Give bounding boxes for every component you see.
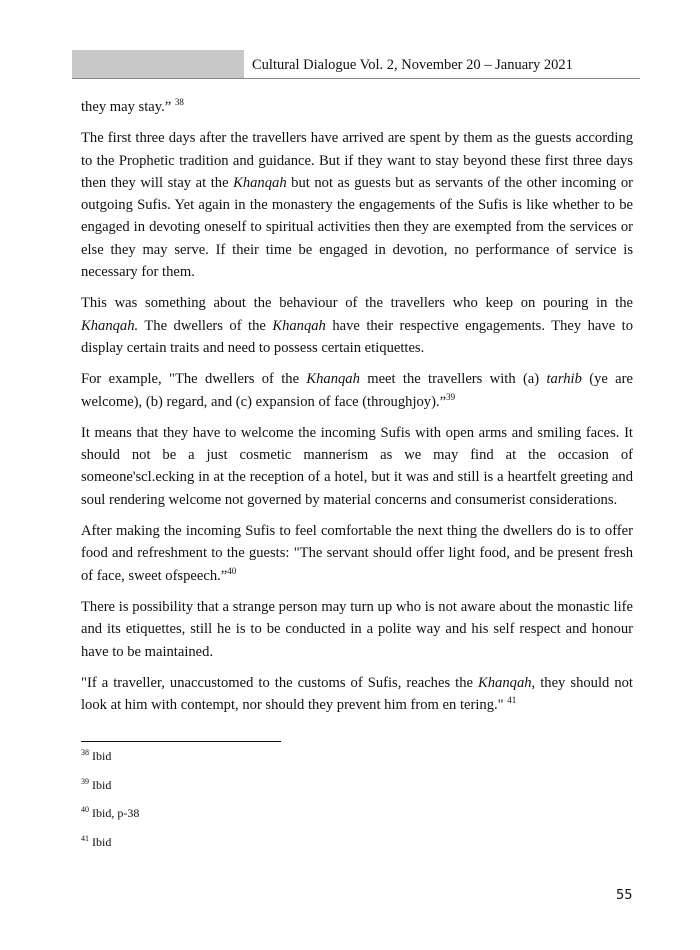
footnote-text: Ibid <box>92 834 112 849</box>
footnote-number: 40 <box>81 805 89 814</box>
italic-term: Khanqah. <box>81 317 139 334</box>
text-run: There is possibility that a strange person may turn up who is not aware about the monastic life and its etiquettes, still he is to be conducted in a polite way and his self respect and honour have to be maintained. <box>81 598 633 660</box>
paragraph <box>81 127 633 283</box>
header-rule <box>72 78 640 79</box>
text-run: After making the incoming Sufis to feel comfortable the next thing the dwellers do is to offer food and refreshment to the guests: "The servant should offer light food, and be present fresh of face, sweet ofspeech.” <box>81 523 633 584</box>
body-text <box>81 96 633 725</box>
footnote <box>81 805 481 834</box>
text-run: they should not look at him with contempt, nor should they prevent him from en tering." <box>81 674 633 714</box>
page-number: 55 <box>616 888 633 903</box>
paragraph <box>81 368 633 413</box>
text-run: It means that they have to welcome the incoming Sufis with open arms and smiling faces. It should not be a just cosmetic mannerism as we may find at the occasion of someone'scl.ecking in at the reception of a hotel, but it was and still is a heartfelt greeting and soul rendering welcome not governed by material concerns and consumerist considerations. <box>81 424 633 508</box>
italic-term: Khanqah, <box>478 674 536 691</box>
footnote <box>81 834 481 863</box>
text-run: but not as guests but as servants of the other incoming or outgoing Sufis. Yet again in the monastery the engagements of the Sufis is like whether to be engaged in devoting oneself to spiritual activities then they are exempted from the services or else they may serve. If their time be engaged in devotion, no performance of service is necessary for them. <box>81 174 633 281</box>
paragraph <box>81 596 633 663</box>
italic-term: tarhib <box>546 371 582 388</box>
footnote-reference: 39 <box>446 391 456 402</box>
text-run: For example, "The dwellers of the <box>81 371 307 388</box>
italic-term: Khanqah <box>233 174 287 191</box>
paragraph <box>81 292 633 359</box>
footnote-number: 39 <box>81 776 89 786</box>
footnote-number: 41 <box>81 833 89 843</box>
footnote-text: Ibid <box>92 749 112 763</box>
footnotes <box>81 748 481 862</box>
header-grey-block <box>72 50 244 79</box>
paragraph <box>81 672 633 717</box>
text-run: they may stay.” <box>81 99 175 115</box>
text-run: "If a traveller, unaccustomed to the customs of Sufis, reaches the <box>81 674 479 691</box>
footnote-text: Ibid, p-38 <box>92 806 140 820</box>
footnote-reference: 38 <box>174 97 184 108</box>
italic-term: Khanqah <box>272 317 326 334</box>
italic-term: Khanqah <box>306 371 360 388</box>
text-run: The first three days after the travellers have arrived are spent by them as the guests according to the Prophetic tradition and guidance. But if they want to stay beyond these first three days then they will stay at the <box>81 130 633 191</box>
paragraph <box>81 96 633 118</box>
paragraph <box>81 422 633 511</box>
footnote-text: Ibid <box>92 777 112 792</box>
footnote <box>81 748 481 777</box>
text-run: meet the travellers with (a) <box>359 371 547 388</box>
paragraph <box>81 520 633 587</box>
journal-title: Cultural Dialogue Vol. 2, November 20 – January 2021 <box>252 57 573 73</box>
running-header <box>72 50 640 79</box>
text-run: This was something about the behaviour of the travellers who keep on pouring in the <box>81 295 633 312</box>
footnote <box>81 777 481 806</box>
text-run: The dwellers of the <box>138 317 273 334</box>
text-run: (ye are welcome), (b) regard, and (c) expansion of face (throughjoy).” <box>81 371 633 410</box>
footnote-reference: 41 <box>507 695 517 706</box>
footnote-separator <box>81 741 281 742</box>
footnote-number: 38 <box>81 748 89 757</box>
text-run: have their respective engagements. They have to display certain traits and need to possess certain etiquettes. <box>81 317 634 356</box>
footnote-reference: 40 <box>227 565 237 576</box>
